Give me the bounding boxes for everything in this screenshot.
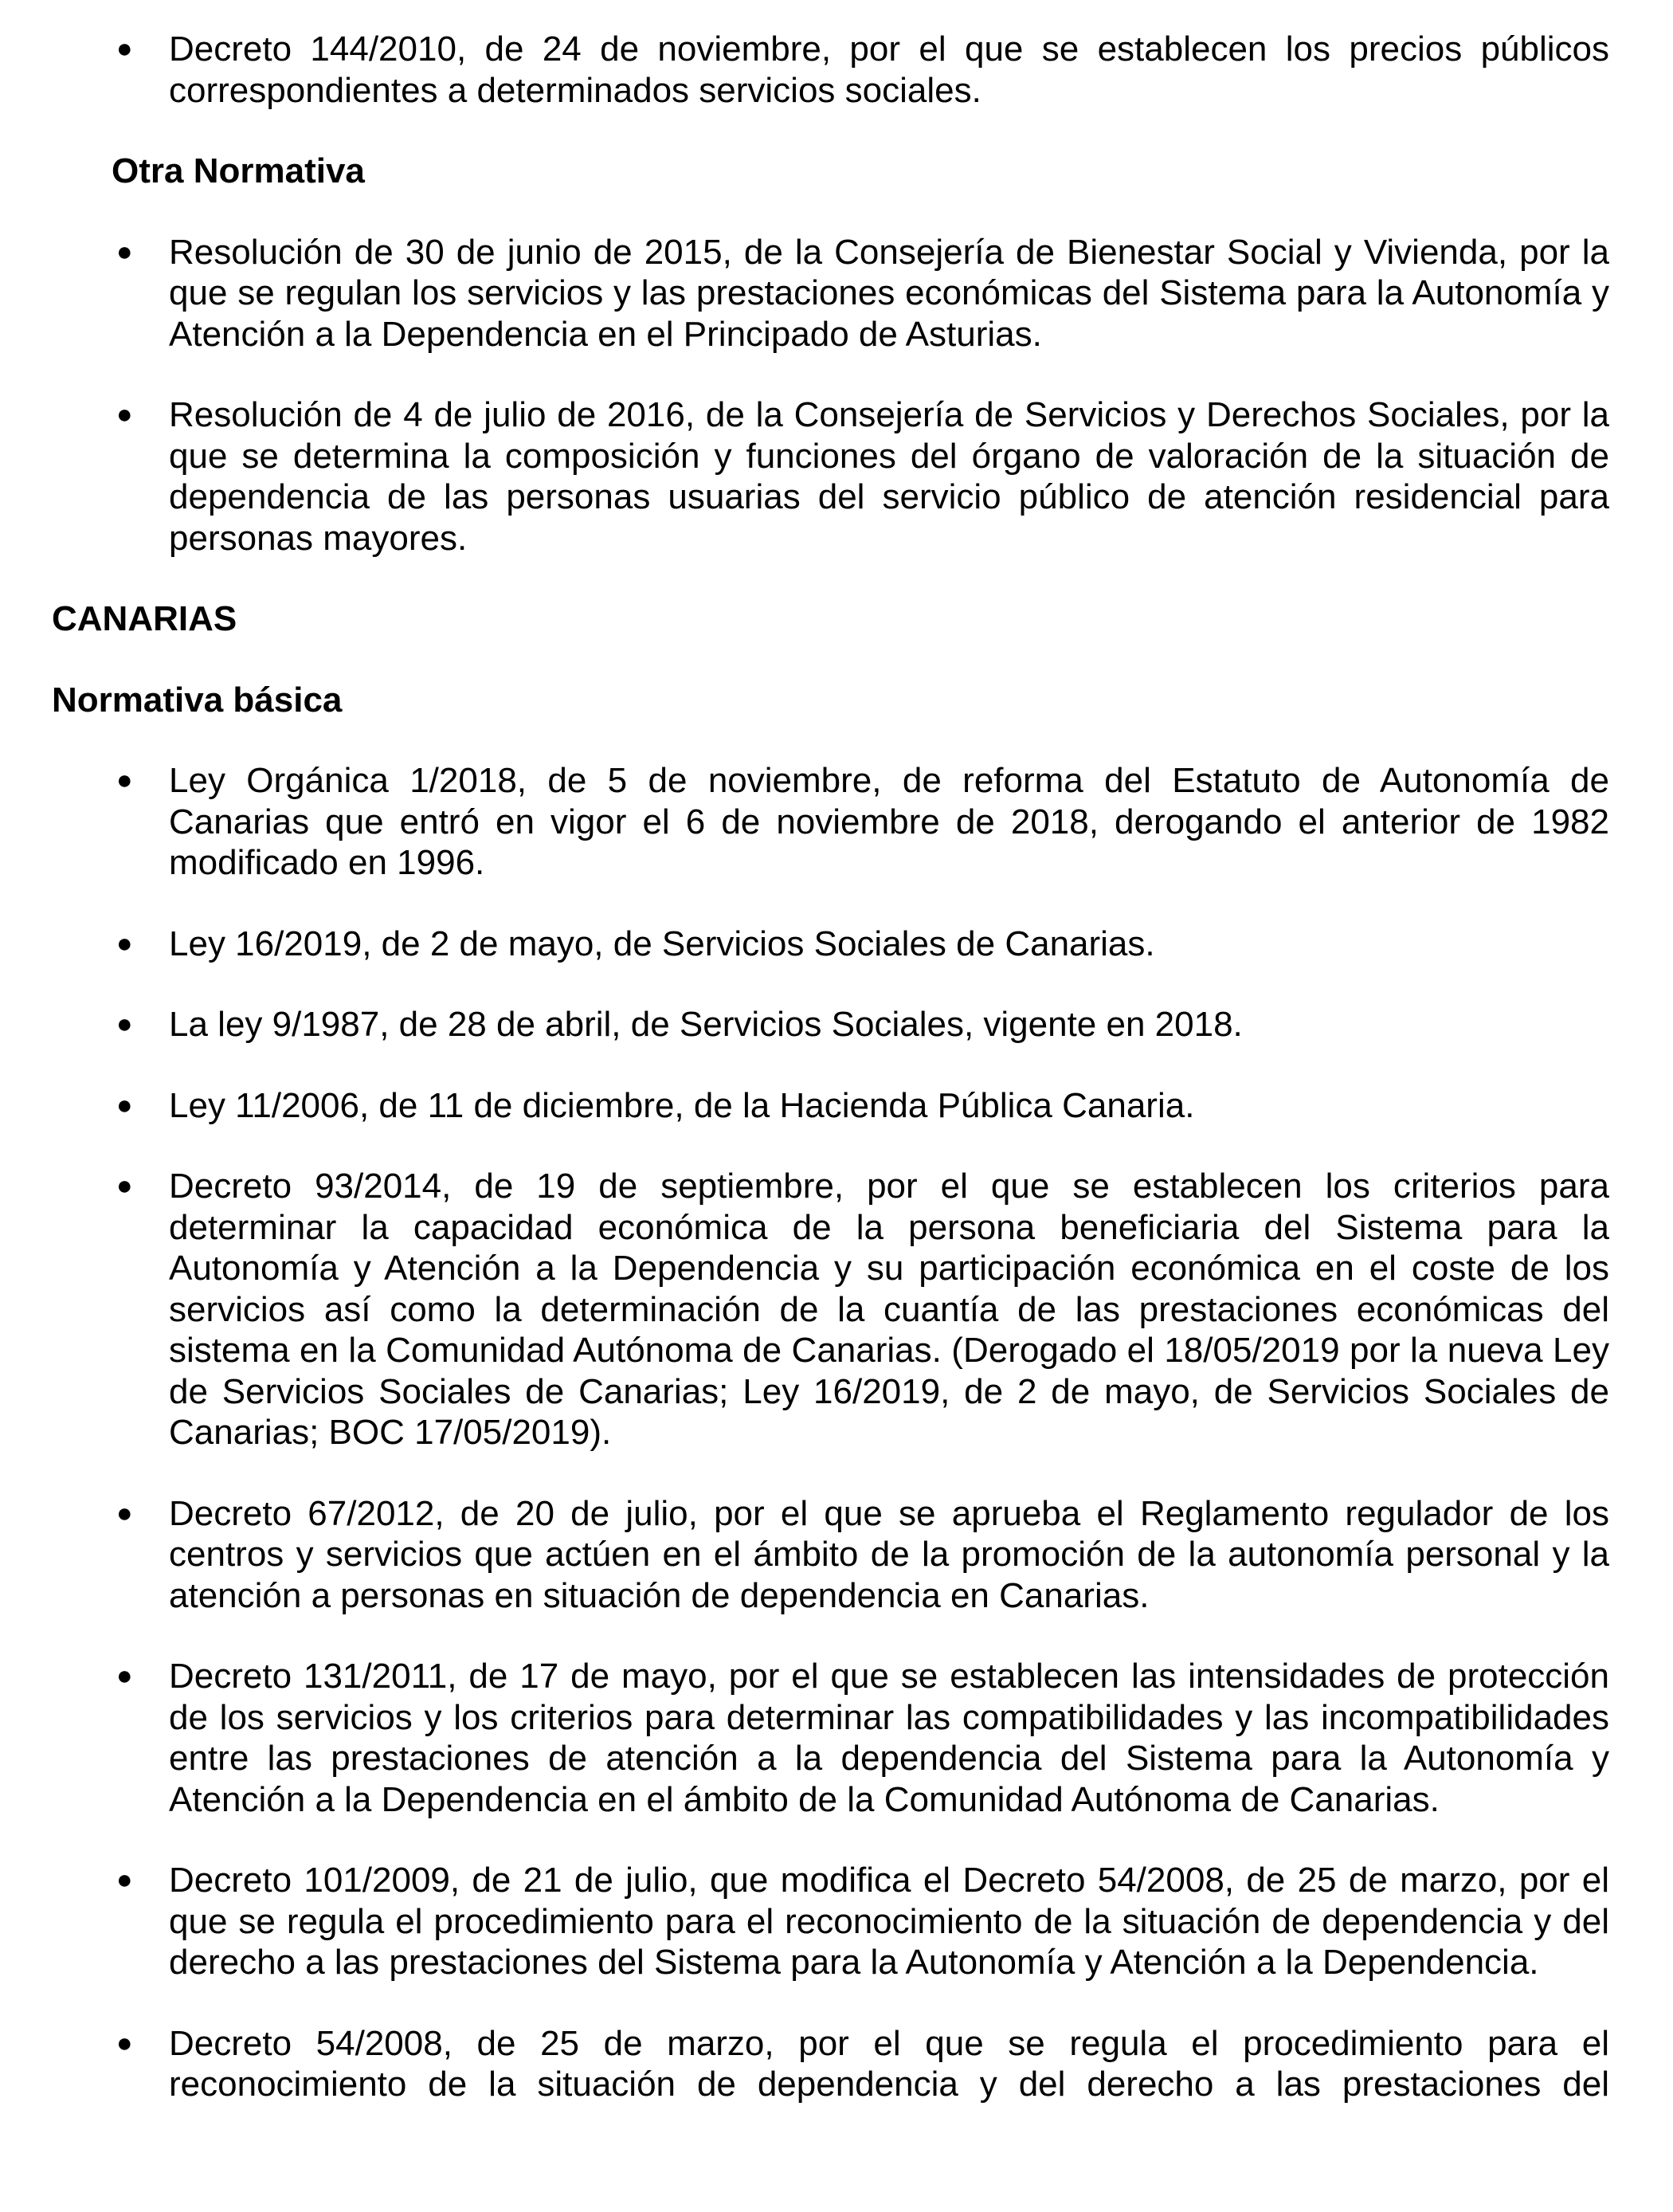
bullet-icon: ● (116, 765, 133, 795)
list-item-text: Resolución de 30 de junio de 2015, de la Consejería de Bienestar Social y Vivienda, por la que se regulan los servicios y las prestaciones económicas del Sistema para la Autonomía y Atención a la Dependencia en el Principado de Asturias. (169, 232, 1609, 354)
list-item-text: Ley Orgánica 1/2018, de 5 de noviembre, de reforma del Estatuto de Autonomía de Canarias que entró en vigor el 6 de noviembre de 2018, derogando el anterior de 1982 modificado en 1996. (169, 761, 1609, 882)
bullet-icon: ● (116, 33, 133, 64)
list-item (52, 1860, 1609, 1983)
bullet-icon: ● (116, 1661, 133, 1691)
list-item (52, 2023, 1609, 2105)
list-item-text: Decreto 144/2010, de 24 de noviembre, por el que se establecen los precios públicos correspondientes a determinados servicios sociales. (169, 29, 1609, 110)
list-item-text: Resolución de 4 de julio de 2016, de la Consejería de Servicios y Derechos Sociales, por la que se determina la composición y funciones del órgano de valoración de la situación de dependencia de las personas usuarias del servicio público de atención residencial para personas mayores. (169, 395, 1609, 558)
bullet-icon: ● (116, 1497, 133, 1528)
bullet-icon: ● (116, 928, 133, 959)
list-item-text: Decreto 101/2009, de 21 de julio, que modifica el Decreto 54/2008, de 25 de marzo, por el que se regula el procedimiento para el reconocimiento de la situación de dependencia y del derecho a las prestaciones del Sistema para la Autonomía y Atención a la Dependencia. (169, 1861, 1609, 1982)
list-item-text: Decreto 54/2008, de 25 de marzo, por el que se regula el procedimiento para el reconocimiento de la situación de dependencia y del derecho a las prestaciones del (169, 2023, 1609, 2104)
list-item-text: Decreto 67/2012, de 20 de julio, por el que se aprueba el Reglamento regulador de los centros y servicios que actúen en el ámbito de la promoción de la autonomía personal y la atención a personas en situación de dependencia en Canarias. (169, 1493, 1609, 1615)
bullet-icon: ● (116, 1171, 133, 1201)
list-item-text: Ley 11/2006, de 11 de diciembre, de la Hacienda Pública Canaria. (169, 1085, 1195, 1125)
section-heading-otra-normativa: Otra Normativa (112, 151, 365, 190)
bullet-icon: ● (116, 1865, 133, 1895)
list-item (52, 29, 1609, 111)
bullet-icon: ● (116, 1009, 133, 1039)
bullet-icon: ● (116, 2027, 133, 2058)
document-page (52, 29, 1609, 2145)
list-item (52, 394, 1609, 559)
list-item-text: Ley 16/2019, de 2 de mayo, de Servicios Sociales de Canarias. (169, 924, 1155, 963)
list-item (52, 760, 1609, 884)
list-item-text: Decreto 93/2014, de 19 de septiembre, por el que se establecen los criterios para determinar la capacidad económica de la persona beneficiaria del Sistema para la Autonomía y Atención a la Dependencia y su participación económica en el coste de los servicios así como la determinación de la cuantía de las prestaciones económicas del sistema en la Comunidad Autónoma de Canarias. (Derogado el 18/05/2019 por la nueva Ley de Servicios Sociales de Canarias; Ley 16/2019, de 2 de mayo, de Servicios Sociales de Canarias; BOC 17/05/2019). (169, 1167, 1609, 1452)
bullet-icon: ● (116, 236, 133, 267)
list-item-text: La ley 9/1987, de 28 de abril, de Servicios Sociales, vigente en 2018. (169, 1005, 1243, 1044)
list-item (52, 1085, 1609, 1127)
list-item (52, 1004, 1609, 1045)
section-heading-normativa-basica: Normativa básica (52, 680, 343, 720)
list-item (52, 1656, 1609, 1820)
region-heading: CANARIAS (52, 599, 237, 638)
list-item (52, 924, 1609, 965)
list-item (52, 1493, 1609, 1617)
list-item (52, 232, 1609, 355)
bullet-icon: ● (116, 399, 133, 429)
bullet-icon: ● (116, 1089, 133, 1120)
list-item (52, 1166, 1609, 1453)
list-item-text: Decreto 131/2011, de 17 de mayo, por el que se establecen las intensidades de protección de los servicios y los criterios para determinar las compatibilidades y las incompatibilidades entre las prestaciones de atención a la dependencia del Sistema para la Autonomía y Atención a la Dependencia en el ámbito de la Comunidad Autónoma de Canarias. (169, 1657, 1609, 1819)
